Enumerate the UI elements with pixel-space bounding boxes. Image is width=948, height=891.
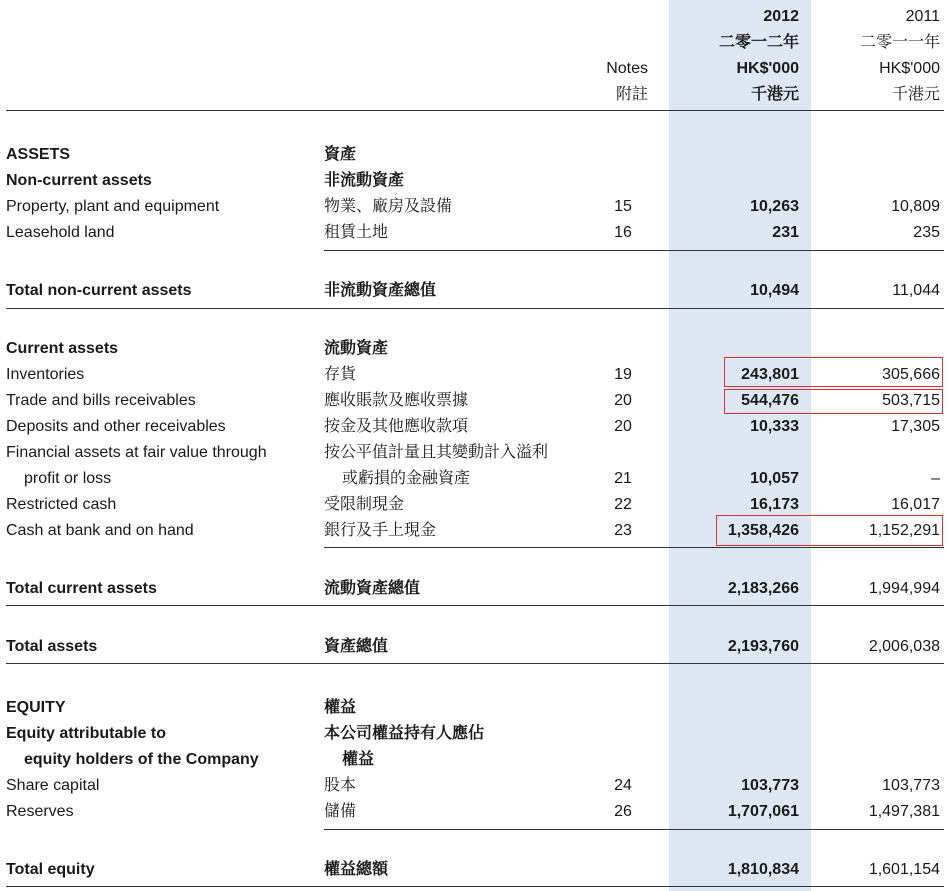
year-2011-label: 2011 bbox=[905, 8, 940, 25]
value-2011: 235 bbox=[913, 224, 940, 241]
year-2012-unit: HK$'000 bbox=[736, 60, 799, 77]
value-2012: 10,263 bbox=[750, 198, 799, 215]
label-en: Total current assets bbox=[6, 580, 157, 597]
label-en: Current assets bbox=[6, 340, 119, 357]
label-en: Reserves bbox=[6, 803, 74, 820]
value-2012: 10,494 bbox=[750, 282, 799, 299]
label-zh: 流動資產總值 bbox=[324, 580, 421, 597]
value-2011: 10,809 bbox=[891, 198, 940, 215]
annotation-box-receivables bbox=[724, 389, 943, 414]
label-zh: 股本 bbox=[324, 777, 357, 794]
label-zh: 受限制現金 bbox=[324, 496, 405, 513]
note-ref: 15 bbox=[614, 198, 632, 215]
label-en: Total equity bbox=[6, 861, 95, 878]
label-en: equity holders of the Company bbox=[24, 751, 259, 768]
row-attributable-line2 bbox=[0, 747, 948, 773]
value-2011: 11,044 bbox=[892, 282, 940, 299]
value-2011: 1,497,381 bbox=[868, 803, 940, 820]
value-2012: 1,358,426 bbox=[727, 522, 799, 539]
label-en: EQUITY bbox=[6, 699, 66, 716]
note-ref: 20 bbox=[614, 418, 632, 435]
total-rule bbox=[6, 308, 944, 309]
note-ref: 24 bbox=[614, 777, 632, 794]
label-en: Property, plant and equipment bbox=[6, 198, 220, 215]
label-en: Non-current assets bbox=[6, 172, 152, 189]
row-fvtpl-line2 bbox=[0, 466, 948, 492]
label-en: Trade and bills receivables bbox=[6, 392, 196, 409]
value-2012: 2,183,266 bbox=[727, 580, 799, 597]
label-zh: 權益總額 bbox=[324, 861, 389, 878]
total-rule bbox=[6, 886, 944, 887]
label-zh: 權益 bbox=[324, 699, 357, 716]
header-rule bbox=[6, 110, 944, 111]
label-en: profit or loss bbox=[24, 470, 112, 487]
notes-header bbox=[606, 56, 648, 108]
subtotal-rule bbox=[324, 829, 944, 830]
label-en: Share capital bbox=[6, 777, 100, 794]
label-zh: 物業、廠房及設備 bbox=[324, 198, 453, 215]
value-2011: 2,006,038 bbox=[868, 638, 940, 655]
row-fvtpl-line1 bbox=[0, 440, 948, 466]
label-en: Total non-current assets bbox=[6, 282, 192, 299]
label-zh: 資產 bbox=[324, 146, 357, 163]
value-2012: 231 bbox=[772, 224, 799, 241]
row-ppe bbox=[0, 194, 948, 220]
value-2011: – bbox=[931, 470, 940, 487]
label-zh: 銀行及手上現金 bbox=[324, 522, 437, 539]
note-ref: 21 bbox=[614, 470, 632, 487]
row-equity-heading bbox=[0, 695, 948, 721]
subtotal-rule bbox=[324, 250, 944, 251]
label-zh: 或虧損的金融資產 bbox=[342, 470, 471, 487]
label-en: Cash at bank and on hand bbox=[6, 522, 194, 539]
row-total-assets bbox=[0, 634, 948, 660]
label-zh: 按公平值計量且其變動計入溢利 bbox=[324, 444, 549, 461]
value-2012: 1,707,061 bbox=[727, 803, 799, 820]
value-2012: 544,476 bbox=[741, 392, 799, 409]
row-attributable-line1 bbox=[0, 721, 948, 747]
year-2012-unit-zh: 千港元 bbox=[750, 86, 799, 103]
value-2011: 1,152,291 bbox=[868, 522, 940, 539]
subtotal-rule bbox=[324, 547, 944, 548]
value-2011: 1,994,994 bbox=[868, 580, 940, 597]
note-ref: 26 bbox=[614, 803, 632, 820]
note-ref: 23 bbox=[614, 522, 632, 539]
label-zh: 資產總值 bbox=[324, 638, 389, 655]
value-2011: 503,715 bbox=[882, 392, 940, 409]
row-total-noncurrent bbox=[0, 278, 948, 304]
annotation-box-cash bbox=[716, 515, 943, 546]
label-zh: 非流動資產 bbox=[324, 172, 405, 189]
value-2012: 103,773 bbox=[741, 777, 799, 794]
label-en: Inventories bbox=[6, 366, 85, 383]
row-leasehold bbox=[0, 220, 948, 246]
row-share-capital bbox=[0, 773, 948, 799]
row-noncurrent-heading bbox=[0, 168, 948, 194]
notes-header-en: Notes bbox=[606, 60, 648, 77]
label-zh: 儲備 bbox=[324, 803, 357, 820]
value-2011: 1,601,154 bbox=[868, 861, 940, 878]
year-2011-unit-zh: 千港元 bbox=[891, 86, 940, 103]
note-ref: 20 bbox=[614, 392, 632, 409]
year-2012-label-zh: 二零一二年 bbox=[718, 34, 799, 51]
label-en: Leasehold land bbox=[6, 224, 115, 241]
total-rule bbox=[6, 663, 944, 664]
label-en: Equity attributable to bbox=[6, 725, 166, 742]
value-2012: 1,810,834 bbox=[727, 861, 799, 878]
label-zh: 權益 bbox=[342, 751, 375, 768]
row-assets-heading bbox=[0, 142, 948, 168]
label-en: Total assets bbox=[6, 638, 98, 655]
year-2012-label: 2012 bbox=[763, 8, 799, 25]
value-2011: 16,017 bbox=[891, 496, 940, 513]
value-2012: 16,173 bbox=[750, 496, 799, 513]
label-zh: 流動資產 bbox=[324, 340, 389, 357]
note-ref: 16 bbox=[614, 224, 632, 241]
label-zh: 非流動資產總值 bbox=[324, 282, 437, 299]
value-2012: 243,801 bbox=[741, 366, 799, 383]
value-2012: 10,333 bbox=[750, 418, 799, 435]
row-reserves bbox=[0, 799, 948, 825]
row-total-equity bbox=[0, 857, 948, 883]
year-2011-header bbox=[860, 4, 940, 108]
label-zh: 存貨 bbox=[324, 366, 357, 383]
label-zh: 按金及其他應收款項 bbox=[324, 418, 469, 435]
label-en: Deposits and other receivables bbox=[6, 418, 226, 435]
row-total-current bbox=[0, 576, 948, 602]
notes-header-zh: 附註 bbox=[615, 86, 648, 103]
note-ref: 19 bbox=[614, 366, 632, 383]
label-zh: 應收賬款及應收票據 bbox=[324, 392, 469, 409]
year-2012-header bbox=[719, 4, 799, 108]
label-en: Financial assets at fair value through bbox=[6, 444, 267, 461]
year-2011-label-zh: 二零一一年 bbox=[859, 34, 940, 51]
label-zh: 租賃土地 bbox=[324, 224, 389, 241]
value-2012: 10,057 bbox=[750, 470, 799, 487]
label-en: Restricted cash bbox=[6, 496, 117, 513]
annotation-box-inventories bbox=[724, 357, 943, 387]
total-rule bbox=[6, 605, 944, 606]
year-2011-unit: HK$'000 bbox=[879, 60, 940, 77]
value-2012: 2,193,760 bbox=[727, 638, 799, 655]
row-deposits bbox=[0, 414, 948, 440]
label-en: ASSETS bbox=[6, 146, 71, 163]
value-2011: 103,773 bbox=[882, 777, 940, 794]
value-2011: 305,666 bbox=[882, 366, 940, 383]
value-2011: 17,305 bbox=[891, 418, 940, 435]
label-zh: 本公司權益持有人應佔 bbox=[324, 725, 485, 742]
note-ref: 22 bbox=[614, 496, 632, 513]
